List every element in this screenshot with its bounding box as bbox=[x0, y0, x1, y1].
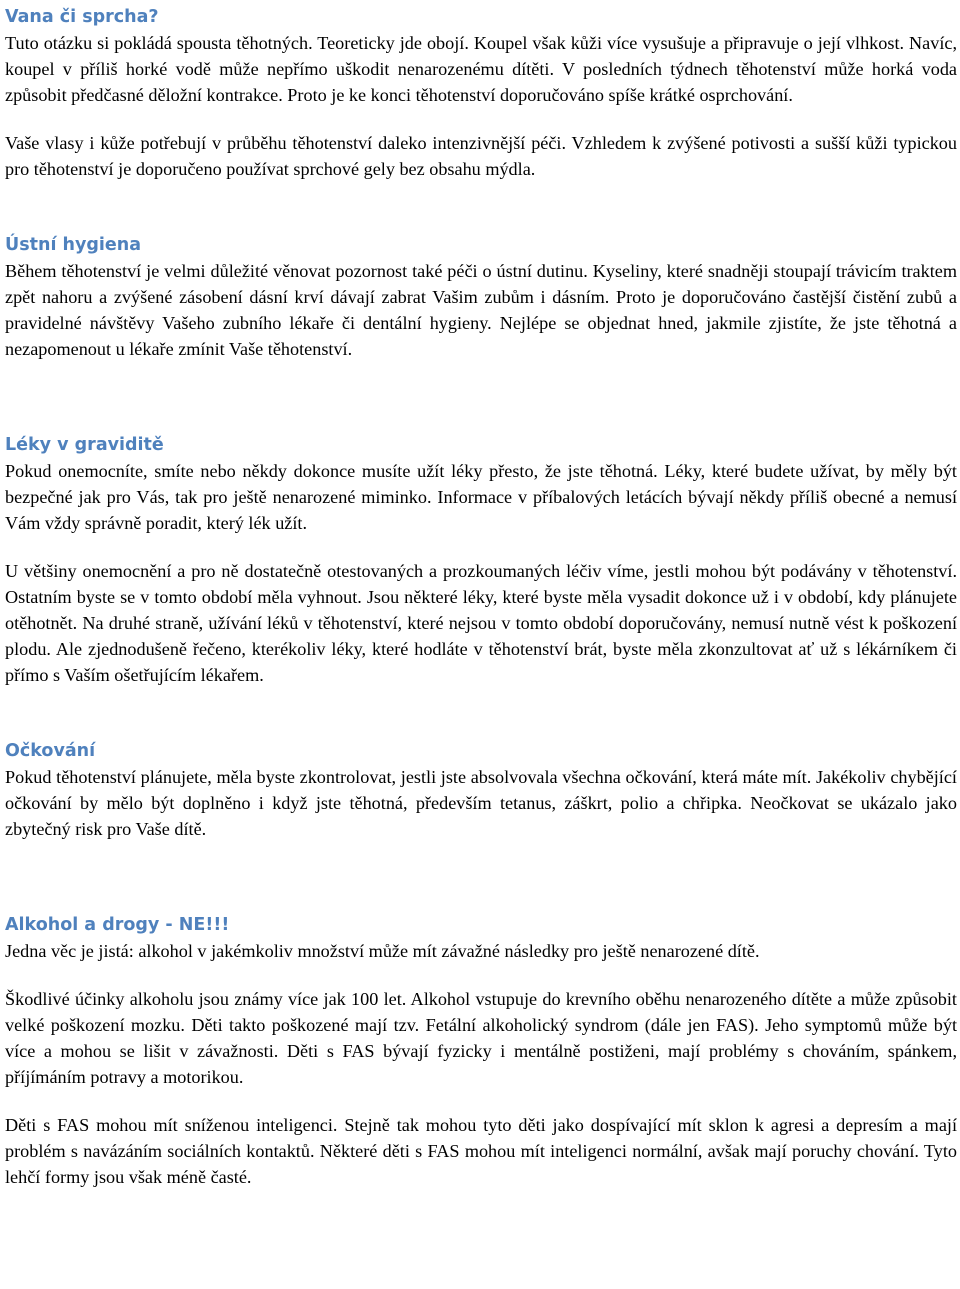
section-vaccination bbox=[5, 738, 957, 842]
section-heading: Alkohol a drogy - NE!!! bbox=[5, 915, 230, 935]
paragraph: Pokud onemocníte, smíte nebo někdy dokonce musíte užít léky přesto, že jste těhotná. Léky, které budete užívat, by měly být bezpečné jak pro Vás, tak pro ještě nenarozené miminko. Informace v příbalových letácích bývají někdy příliš obecné a nemusí Vám vždy správně poradit, který lék užít. bbox=[5, 461, 957, 533]
document-page bbox=[5, 4, 957, 1190]
section-heading: Léky v graviditě bbox=[5, 435, 164, 455]
section-heading: Ústní hygiena bbox=[5, 235, 142, 255]
paragraph: Vaše vlasy i kůže potřebují v průběhu těhotenství daleko intenzivnější péči. Vzhledem k zvýšené potivosti a sušší kůži typickou pro těhotenství je doporučeno používat sprchové gely bez obsahu mýdla. bbox=[5, 133, 957, 179]
section-alcohol-and-drugs bbox=[5, 912, 957, 1190]
paragraph: U většiny onemocnění a pro ně dostatečně otestovaných a prozkoumaných léčiv víme, jestli mohou být podávány v těhotenství. Ostatním byste se v tomto období měla vyhnout. Jsou některé léky, které byste měla vysadit dokonce už i v období, kdy plánujete otěhotnět. Na druhé straně, užívání léků v těhotenství, které nejsou v tomto období doporučovány, nemusí nutně vést k poškození plodu. Ale zjednodušeně řečeno, kterékoliv léky, které hodláte v těhotenství brát, byste měla zkonzultovat ať už s lékárníkem či přímo s Vaším ošetřujícím lékařem. bbox=[5, 561, 957, 685]
section-oral-hygiene bbox=[5, 232, 957, 362]
section-heading: Očkování bbox=[5, 741, 96, 761]
section-bath-or-shower bbox=[5, 4, 957, 182]
paragraph: Děti s FAS mohou mít sníženou inteligenci. Stejně tak mohou tyto děti jako dospívající mít sklon k agresi a depresím a mají problém s navázáním sociálních kontaktů. Některé děti s FAS mohou mít inteligenci normální, avšak mají poruchy chování. Tyto lehčí formy jsou však méně časté. bbox=[5, 1115, 957, 1187]
paragraph: Pokud těhotenství plánujete, měla byste zkontrolovat, jestli jste absolvovala všechna očkování, která máte mít. Jakékoliv chybějící očkování by mělo být doplněno i když jste těhotná, především tetanus, záškrt, polio a chřipka. Neočkovat se ukázalo jako zbytečný risk pro Vaše dítě. bbox=[5, 767, 957, 839]
paragraph: Během těhotenství je velmi důležité věnovat pozornost také péči o ústní dutinu. Kyseliny, které snadněji stoupají trávicím traktem zpět nahoru a zvýšené zásobení dásní krví dávají zabrat Vašim zubům i dásním. Proto je doporučováno častější čistění zubů a pravidelné návštěvy Vašeho zubního lékaře či dentální hygieny. Nejlépe se objednat hned, jakmile zjistíte, že jste těhotná a nezapomenout u lékaře zmínit Vaše těhotenství. bbox=[5, 261, 957, 359]
paragraph: Tuto otázku si pokládá spousta těhotných. Teoreticky jde obojí. Koupel však kůži více vysušuje a připravuje o její vlhkost. Navíc, koupel v příliš horké vodě může nepřímo uškodit nenarozenému dítěti. V posledních týdnech těhotenství může horká voda způsobit předčasné děložní kontrakce. Proto je ke konci těhotenství doporučováno spíše krátké osprchování. bbox=[5, 33, 957, 105]
section-medication-in-pregnancy bbox=[5, 432, 957, 688]
paragraph: Škodlivé účinky alkoholu jsou známy více jak 100 let. Alkohol vstupuje do krevního oběhu nenarozeného dítěte a může způsobit velké poškození mozku. Děti takto poškozené mají tzv. Fetální alkoholický syndrom (dále jen FAS). Jeho symptomů může být více a mohou se lišit v závažnosti. Děti s FAS bývají fyzicky i mentálně postiženi, mají problémy s chováním, spánkem, příjímáním potravy a motorikou. bbox=[5, 989, 957, 1087]
paragraph: Jedna věc je jistá: alkohol v jakémkoliv množství může mít závažné následky pro ještě nenarozené dítě. bbox=[5, 941, 760, 961]
section-heading: Vana či sprcha? bbox=[5, 7, 159, 27]
